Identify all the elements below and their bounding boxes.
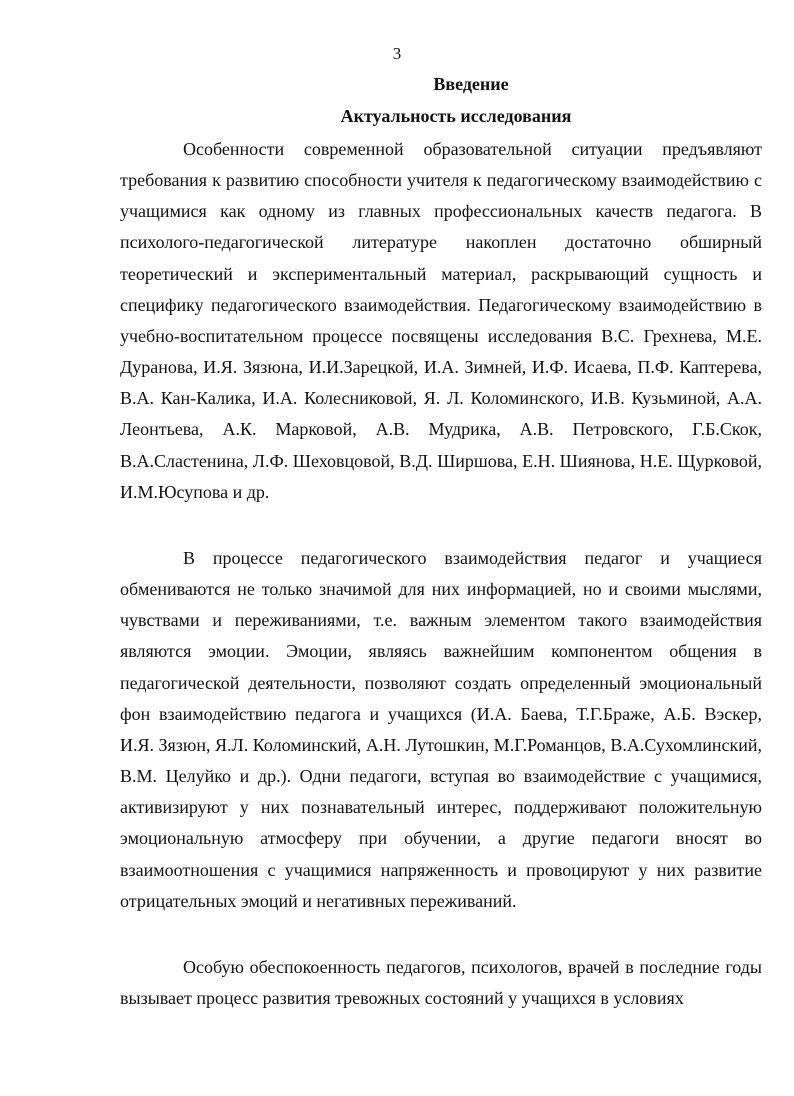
subsection-heading-relevance: Актуальность исследования [340, 106, 572, 126]
section-heading-introduction: Введение [433, 74, 509, 94]
paragraph-3-text: Особую обеспокоенность педагогов, психологов, врачей в последние годы вызывает процесс развития тревожных состояний у учащихся в условиях [120, 957, 762, 1009]
paragraph-1 [120, 134, 762, 508]
paragraph-3 [120, 952, 762, 1014]
paragraph-2 [120, 543, 762, 917]
paragraph-2-text: В процессе педагогического взаимодействия педагог и учащиеся обмениваются не только значимой для них информацией, но и своими мыслями, чувствами и переживаниями, т.е. важным элементом такого взаимодействия являются эмоции. Эмоции, являясь важнейшим компонентом общения в педагогической деятельности, позволяют создать определенный эмоциональный фон взаимодействию педагога и учащихся (И.А. Баева, Т.Г.Браже, А.Б. Вэскер, И.Я. Зязюн, Я.Л. Коломинский, А.Н. Лутошкин, М.Г.Романцов, В.А.Сухомлинский, В.М. Целуйко и др.). Одни педагоги, вступая во взаимодействие с учащимися, активизируют у них познавательный интерес, поддерживают положительную эмоциональную атмосферу при обучении, а другие педагоги вносят во взаимоотношения с учащимися напряженность и провоцируют у них развитие отрицательных эмоций и негативных переживаний. [120, 548, 762, 911]
page-number: 3 [392, 44, 402, 63]
paragraph-1-text: Особенности современной образовательной ситуации предъявляют требования к развитию способности учителя к педагогическому взаимодействию с учащимися как одному из главных профессиональных качеств педагога. В психолого-педагогической литературе накоплен достаточно обширный теоретический и экспериментальный материал, раскрывающий сущность и специфику педагогического взаимодействия. Педагогическому взаимодействию в учебно-воспитательном процессе посвящены исследования В.С. Грехнева, М.Е. Дуранова, И.Я. Зязюна, И.И.Зарецкой, И.А. Зимней, И.Ф. Исаева, П.Ф. Каптерева, В.А. Кан-Калика, И.А. Колесниковой, Я. Л. Коломинского, И.В. Кузьминой, А.А. Леонтьева, А.К. Марковой, А.В. Мудрика, А.В. Петровского, Г.Б.Скок, В.А.Сластенина, Л.Ф. Шеховцовой, В.Д. Ширшова, Е.Н. Шиянова, Н.Е. Щурковой, И.М.Юсупова и др. [120, 139, 762, 502]
